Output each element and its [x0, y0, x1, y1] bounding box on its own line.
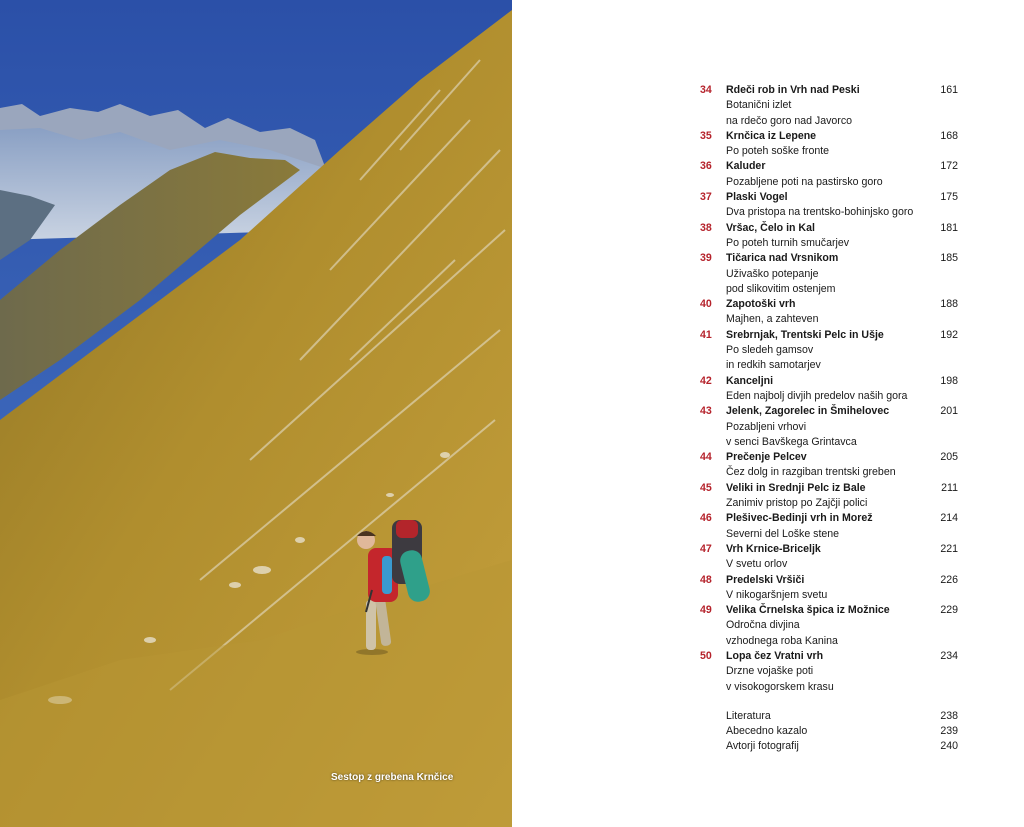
page-number: 188 [940, 298, 958, 311]
tour-title: Tičarica nad Vrsnikom [726, 252, 839, 265]
page-number: 229 [940, 604, 958, 617]
tour-title: Plešivec-Bedinji vrh in Morež [726, 512, 873, 525]
tour-number: 40 [700, 298, 712, 311]
tour-number: 49 [700, 604, 712, 617]
tour-subtitle: pod slikovitim ostenjem [726, 282, 836, 295]
tour-title: Prečenje Pelcev [726, 451, 807, 464]
tour-subtitle: v visokogorskem krasu [726, 680, 834, 693]
toc-entry-heading [700, 374, 958, 389]
toc-entry[interactable] [700, 190, 958, 221]
tour-subtitle: v senci Bavškega Grintavca [726, 435, 857, 448]
toc-entry[interactable] [700, 129, 958, 160]
toc-entry-heading [700, 511, 958, 526]
tour-title: Rdeči rob in Vrh nad Peski [726, 84, 860, 96]
toc-entry[interactable] [700, 511, 958, 542]
toc-entry-heading [700, 190, 958, 205]
tour-subtitle: Severni del Loške stene [726, 527, 840, 540]
page-number: 168 [940, 129, 958, 142]
toc-entry[interactable] [700, 221, 958, 252]
page-number: 181 [940, 221, 958, 234]
tour-number: 37 [700, 191, 712, 204]
tour-number: 50 [700, 649, 712, 662]
toc-entry-heading [700, 159, 958, 174]
toc-entry-heading [700, 481, 958, 496]
toc-entry-heading [700, 83, 958, 98]
page-number: 205 [940, 451, 958, 464]
tour-number: 42 [700, 374, 712, 387]
tour-subtitle: Po poteh soške fronte [726, 145, 830, 158]
tour-subtitle: Čez dolg in razgiban trentski greben [726, 466, 896, 479]
page-number: 198 [940, 374, 958, 387]
tour-title: Velika Črnelska špica iz Možnice [726, 604, 890, 617]
tour-number: 43 [700, 405, 712, 418]
tour-number: 38 [700, 221, 712, 234]
tour-number: 35 [700, 129, 712, 142]
toc-entry-heading [700, 221, 958, 236]
page-number: 172 [940, 160, 958, 173]
toc-entry-heading [700, 603, 958, 618]
tour-subtitle: Botanični izlet [726, 99, 792, 112]
photo-caption: Sestop z grebena Krnčice [331, 772, 454, 783]
page-number: 201 [940, 405, 958, 418]
tour-number: 41 [700, 328, 712, 341]
toc-entry-heading [700, 450, 958, 465]
toc-entry[interactable] [700, 450, 958, 481]
toc-entry-heading [700, 297, 958, 312]
toc-entry[interactable] [700, 83, 958, 129]
toc-entry[interactable] [700, 251, 958, 297]
tour-number: 44 [700, 451, 712, 464]
table-of-contents [700, 83, 958, 755]
back-matter [700, 709, 958, 755]
toc-entry-heading [700, 573, 958, 588]
toc-entry[interactable] [700, 603, 958, 649]
page-number: 192 [940, 328, 958, 341]
tour-subtitle: Po poteh turnih smučarjev [726, 236, 850, 249]
page-number: 214 [940, 512, 958, 525]
tour-number: 46 [700, 512, 712, 525]
tour-number: 45 [700, 481, 712, 494]
tour-subtitle: Uživaško potepanje [726, 267, 819, 280]
tour-title: Srebrnjak, Trentski Pelc in Ušje [726, 328, 884, 341]
tour-subtitle: V svetu orlov [726, 558, 788, 571]
tour-subtitle: Dva pristopa na trentsko-bohinjsko goro [726, 206, 914, 219]
back-matter-title: Avtorji fotografij [726, 740, 799, 753]
toc-entry[interactable] [700, 404, 958, 450]
page-number: 234 [940, 649, 958, 662]
toc-entry-heading [700, 649, 958, 664]
toc-entry-heading [700, 129, 958, 144]
page-number: 161 [940, 84, 958, 96]
tour-title: Krnčica iz Lepene [726, 129, 817, 142]
toc-entry[interactable] [700, 649, 958, 695]
page-number: 221 [940, 542, 958, 555]
tour-title: Plaski Vogel [726, 191, 788, 204]
tour-title: Jelenk, Zagorelec in Šmihelovec [726, 405, 890, 418]
toc-entry-heading [700, 404, 958, 419]
tour-title: Kaluder [726, 160, 766, 173]
toc-entry[interactable] [700, 328, 958, 374]
toc-entry-heading [700, 251, 958, 266]
tour-number: 36 [700, 160, 712, 173]
tour-subtitle: Drzne vojaške poti [726, 665, 814, 678]
page-number: 211 [941, 481, 958, 494]
toc-entry-heading [700, 542, 958, 557]
page-number: 226 [940, 573, 958, 586]
tour-title: Vršac, Čelo in Kal [726, 221, 815, 234]
tour-title: Veliki in Srednji Pelc iz Bale [726, 481, 866, 494]
back-matter-title: Abecedno kazalo [726, 725, 808, 738]
tour-subtitle: Majhen, a zahteven [726, 313, 819, 326]
tour-title: Kanceljni [726, 374, 774, 387]
tour-title: Predelski Vršiči [726, 573, 805, 586]
page-number: 240 [940, 740, 958, 753]
toc-entry[interactable] [700, 542, 958, 573]
tour-number: 39 [700, 252, 712, 265]
back-matter-title: Literatura [726, 709, 771, 722]
page-number: 238 [940, 709, 958, 722]
back-matter-item[interactable] [700, 739, 958, 754]
toc-entry[interactable] [700, 159, 958, 190]
page-number: 239 [940, 725, 958, 738]
toc-entry-heading [700, 328, 958, 343]
tour-number: 34 [700, 84, 712, 96]
toc-entry[interactable] [700, 297, 958, 328]
tour-subtitle: Pozabljeni vrhovi [726, 420, 807, 433]
tour-subtitle: na rdečo goro nad Javorco [726, 114, 853, 127]
tour-subtitle: Zanimiv pristop po Zajčji polici [726, 497, 868, 510]
tour-title: Lopa čez Vratni vrh [726, 649, 824, 662]
back-matter-item[interactable] [700, 724, 958, 739]
tour-title: Vrh Krnice-Briceljk [726, 542, 821, 555]
tour-number: 47 [700, 542, 712, 555]
toc-entry[interactable] [700, 481, 958, 512]
toc-entry[interactable] [700, 573, 958, 604]
tour-subtitle: Po sledeh gamsov [726, 344, 814, 357]
tour-subtitle: in redkih samotarjev [726, 359, 821, 372]
tour-subtitle: Pozabljene poti na pastirsko goro [726, 175, 883, 188]
tour-title: Zapotoški vrh [726, 298, 796, 311]
back-matter-item[interactable] [700, 709, 958, 724]
page-number: 175 [940, 191, 958, 204]
toc-entry[interactable] [700, 374, 958, 405]
tour-subtitle: Eden najbolj divjih predelov naših gora [726, 389, 908, 402]
tour-subtitle: vzhodnega roba Kanina [726, 634, 838, 647]
tour-subtitle: V nikogaršnjem svetu [726, 588, 828, 601]
tour-number: 48 [700, 573, 712, 586]
tour-subtitle: Odročna divjina [726, 619, 800, 632]
page-number: 185 [940, 252, 958, 265]
